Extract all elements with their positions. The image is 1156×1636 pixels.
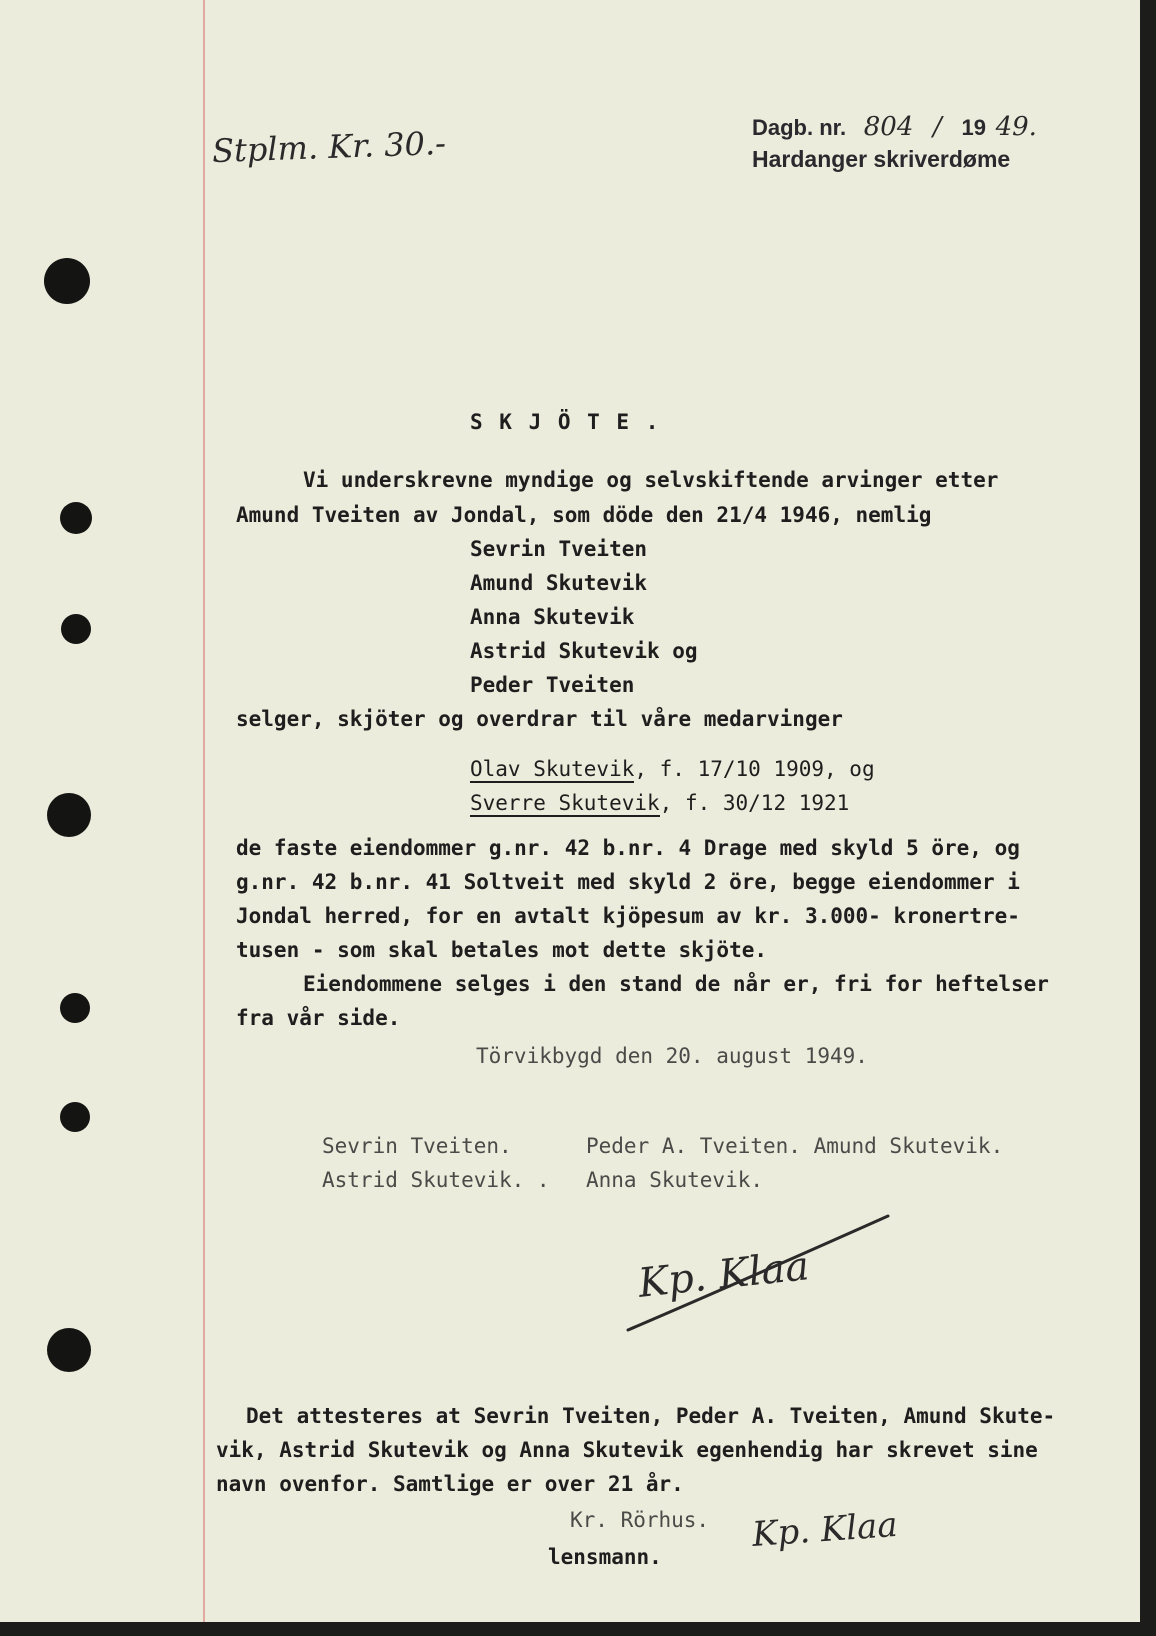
stamp-number: 804 [863, 112, 914, 142]
signature-name: Astrid Skutevik. . [322, 1168, 550, 1192]
signature-name: Sevrin Tveiten. [322, 1134, 512, 1158]
buyer-details: , f. 30/12 1921 [659, 791, 850, 815]
stamp-slash: / [933, 112, 942, 142]
binder-hole [61, 614, 91, 644]
binder-hole [60, 993, 90, 1023]
signature-stroke [620, 1212, 900, 1342]
heir-name: Astrid Skutevik og [470, 639, 698, 663]
registry-stamp [752, 112, 1037, 142]
attestation-line: vik, Astrid Skutevik og Anna Skutevik egenhendig har skrevet sine [216, 1438, 1038, 1462]
heir-name: Peder Tveiten [470, 673, 635, 697]
property-line: de faste eiendommer g.nr. 42 b.nr. 4 Drage med skyld 5 öre, og [236, 836, 1020, 860]
binder-hole [47, 793, 91, 837]
binder-hole [44, 258, 90, 304]
stamp-year-suffix: 49. [995, 112, 1037, 142]
officer-name: Kr. Rörhus. [570, 1508, 710, 1532]
property-line: tusen - som skal betales mot dette skjöte. [236, 938, 768, 962]
buyer-name: Olav Skutevik [470, 757, 635, 781]
heir-name: Anna Skutevik [470, 605, 635, 629]
binder-hole [60, 1102, 90, 1132]
property-line: g.nr. 42 b.nr. 41 Soltveit med skyld 2 öre, begge eiendommer i [236, 870, 1020, 894]
condition-line: fra vår side. [236, 1006, 401, 1030]
handwritten-initials-2: Kp. Klaa [750, 1504, 899, 1556]
heir-name: Sevrin Tveiten [470, 537, 648, 561]
buyer-line [470, 757, 875, 781]
attestation-line: Det attesteres at Sevrin Tveiten, Peder A. Tveiten, Amund Skute- [246, 1404, 1056, 1428]
signature-name: Anna Skutevik. [586, 1168, 764, 1192]
property-line: Jondal herred, for en avtalt kjöpesum av kr. 3.000- kronertre- [236, 904, 1020, 928]
fee-note: Stplm. Kr. 30.- [211, 123, 447, 171]
condition-line: Eiendommene selges i den stand de når er, fri for heftelser [303, 972, 1049, 996]
intro-line: Vi underskrevne myndige og selvskiftende arvinger etter [303, 468, 999, 492]
handwritten-initials: Kp. Klaa [636, 1243, 812, 1307]
stamp-label: Dagb. nr. [752, 115, 847, 140]
stamp-year-prefix: 19 [961, 115, 986, 140]
binder-hole [47, 1328, 91, 1372]
buyer-line [470, 791, 849, 815]
buyer-name: Sverre Skutevik [470, 791, 660, 815]
sells-line: selger, skjöter og overdrar til våre medarvinger [236, 707, 843, 731]
signature-name: Peder A. Tveiten. Amund Skutevik. [586, 1134, 1004, 1158]
document-title: S K J Ö T E . [470, 410, 661, 434]
margin-rule [203, 0, 205, 1622]
heir-name: Amund Skutevik [470, 571, 648, 595]
intro-line: Amund Tveiten av Jondal, som döde den 21/4 1946, nemlig [236, 503, 932, 527]
binder-hole [60, 502, 92, 534]
officer-title: lensmann. [548, 1545, 662, 1569]
place-date: Törvikbygd den 20. august 1949. [476, 1044, 868, 1068]
attestation-line: navn ovenfor. Samtlige er over 21 år. [216, 1472, 684, 1496]
stamp-office: Hardanger skriverdøme [752, 146, 1011, 172]
buyer-details: , f. 17/10 1909, og [634, 757, 875, 781]
